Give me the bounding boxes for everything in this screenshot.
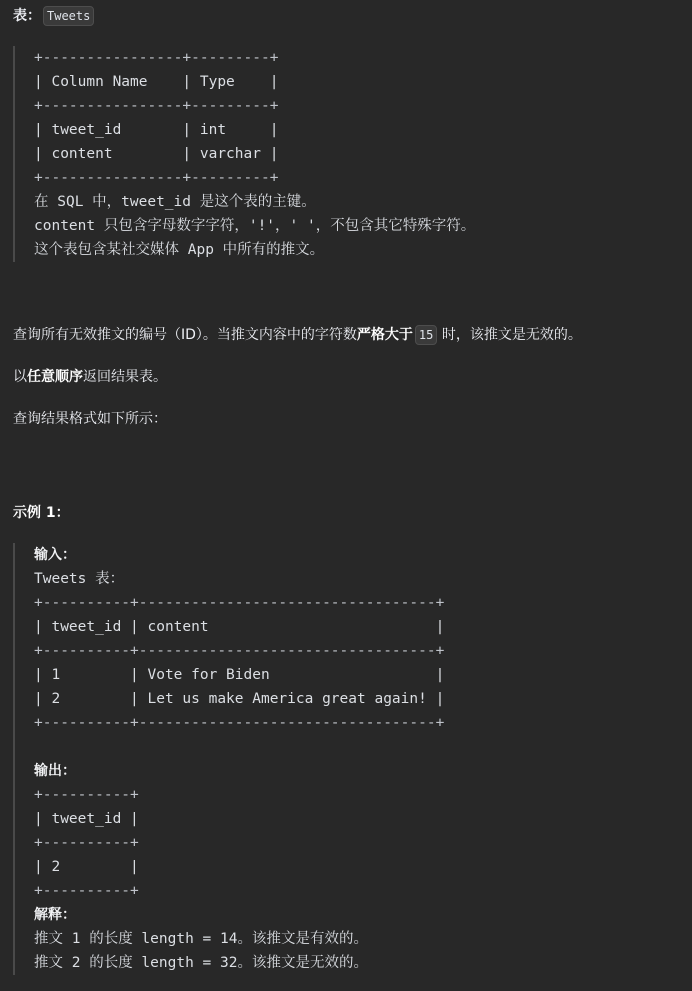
problem-statement [13,324,679,346]
order-note [13,366,679,388]
example-title-text: 示例 1： [13,505,70,521]
schema-note: 这个表包含某社交媒体 App 中所有的推文。 [34,242,325,258]
statement-text-end: 时，该推文是无效的。 [441,327,582,343]
output-line: +----------+ [34,835,139,851]
schema-line: +----------------+---------+ [34,50,279,66]
output-line: +----------+ [34,787,139,803]
input-line: Tweets 表： [34,571,125,587]
order-text: 以 [13,369,27,385]
input-line: +----------+----------------------------------+ [34,595,445,611]
example-title [13,502,679,524]
input-line: +----------+----------------------------------+ [34,643,445,659]
explain-line: 推文 1 的长度 length = 14。该推文是有效的。 [34,931,368,947]
explain-line: 推文 2 的长度 length = 32。该推文是无效的。 [34,955,368,971]
statement-bold: 严格大于 [356,327,413,343]
schema-line: +----------------+---------+ [34,98,279,114]
table-label: 表： [13,8,41,24]
statement-text: 查询所有无效推文的编号（ID）。当推文内容中的字符数 [13,327,357,343]
input-line: +----------+----------------------------------+ [34,715,445,731]
order-bold: 任意顺序 [27,369,83,385]
output-line: | tweet_id | [34,811,139,827]
explain-label: 解释： [34,907,76,923]
schema-line: +----------------+---------+ [34,170,279,186]
format-note: 查询结果格式如下所示： [13,411,167,427]
input-line: | 2 | Let us make America great again! | [34,691,445,707]
input-label: 输入： [34,547,76,563]
schema-line: | Column Name | Type | [34,74,279,90]
input-line: | tweet_id | content | [34,619,445,635]
length-limit-code: 15 [415,325,437,345]
schema-note: 在 SQL 中，tweet_id 是这个表的主键。 [34,194,316,210]
output-line: +----------+ [34,883,139,899]
table-name-code: Tweets [43,6,94,26]
output-line: | 2 | [34,859,139,875]
schema-block [13,46,679,262]
schema-line: | tweet_id | int | [34,122,279,138]
input-line: | 1 | Vote for Biden | [34,667,445,683]
output-label: 输出： [34,763,76,779]
order-text-end: 返回结果表。 [83,369,167,385]
schema-line: | content | varchar | [34,146,279,162]
table-heading [13,6,679,26]
schema-note: content 只包含字母数字字符，'!'，' '，不包含其它特殊字符。 [34,218,476,234]
example-block [13,543,679,975]
